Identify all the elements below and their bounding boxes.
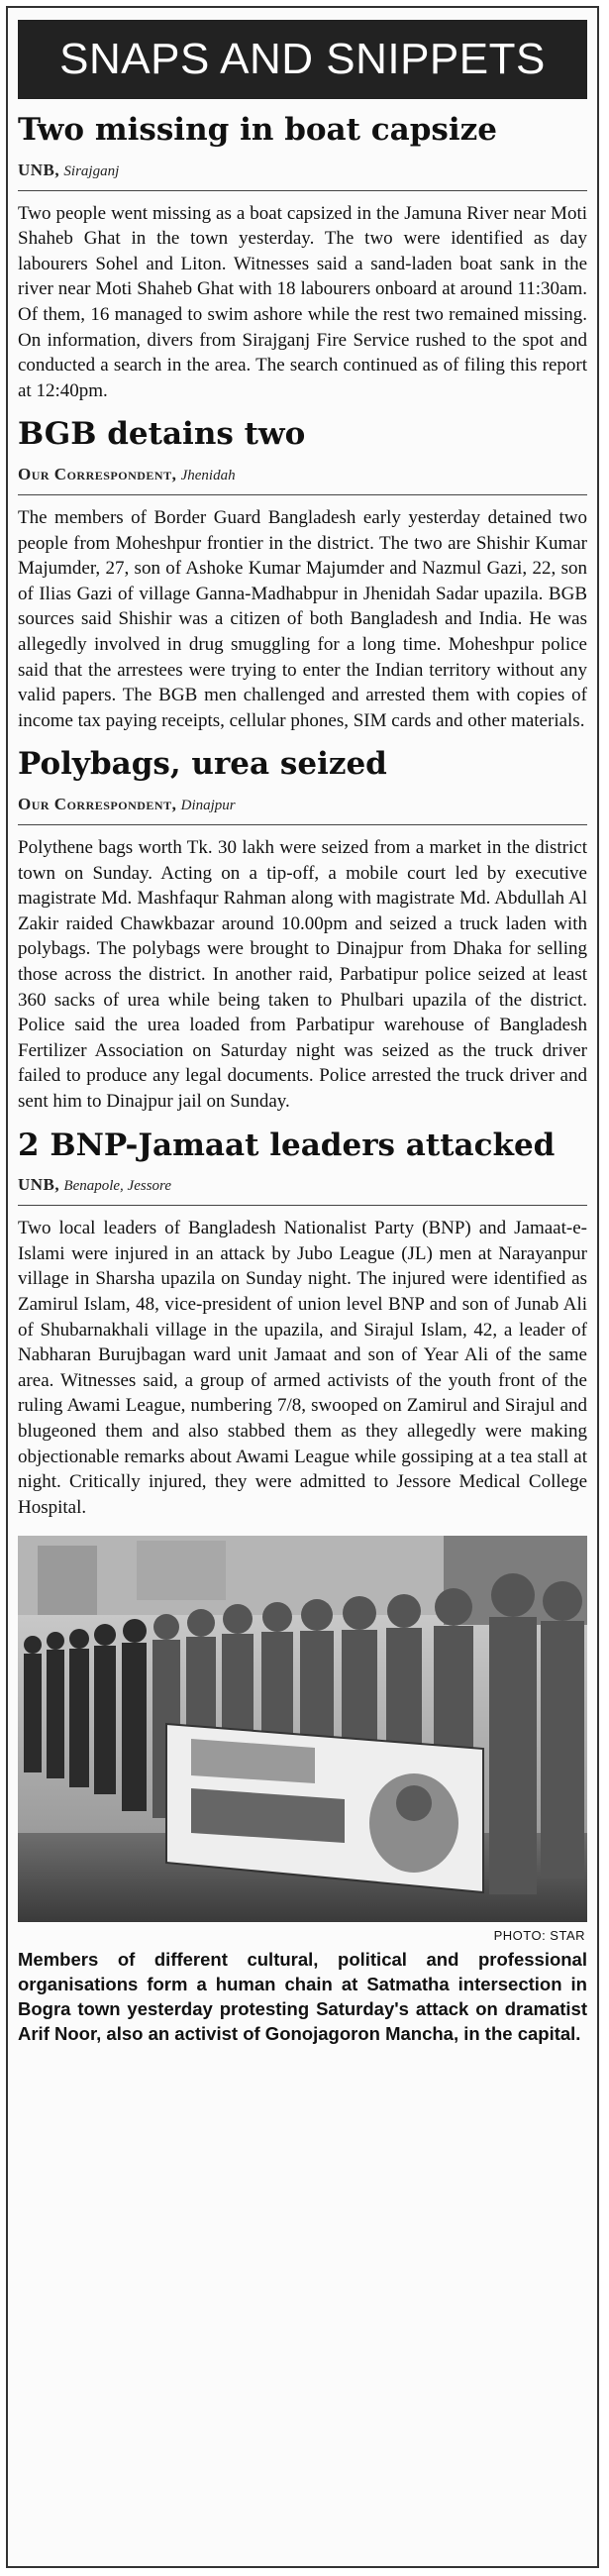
byline-agency: Our Correspondent, [18,465,177,484]
divider [18,1205,587,1206]
story-body: The members of Border Guard Bangladesh early yesterday detained two people from Moheshpur frontier in the district. The two are Shishir Kumar Majumder, 27, son of Ashoke Kumar Majumder and Nazmul Gazi, 22, son of Ilias Gazi of village Ganna-Madhabpur in Jhenidah Sadar upazila. BGB sources said Shishir was a citizen of both Bangladesh and India. He was allegedly involved in drug smuggling for a long time. Moheshpur police said that the arrestees were trying to enter the Indian territory without any valid papers. The BGB men challenged and arrested them with copies of income tax paying receipts, cellular phones, SIM cards and other materials. [18,507,587,731]
story-byline [18,161,587,180]
photo-credit: PHOTO: STAR [493,1928,585,1944]
story-polybags-urea [18,747,587,1114]
story-headline: BGB detains two [18,416,306,453]
story-headline: Polybags, urea seized [18,746,387,783]
byline-agency: Our Correspondent, [18,795,177,814]
byline-agency: UNB, [18,160,60,179]
divider [18,190,587,191]
story-byline [18,795,587,814]
news-photo-block [18,1536,587,2046]
byline-place: Benapole, Jessore [63,1178,171,1195]
story-headline: Two missing in boat capsize [18,112,497,148]
divider [18,494,587,495]
story-headline: 2 BNP-Jamaat leaders attacked [18,1127,556,1163]
human-chain-photo [18,1536,587,1922]
story-body: Polythene bags worth Tk. 30 lakh were seized from a market in the district town on Sunday. Acting on a tip-off, a mobile court led by executive magistrate Md. Mashfaqur Rahman along with magistrate Md. Abdullah Al Zakir raided Chawkbazar around 10.00pm and seized a truck laden with polybags. The polybags were brought to Dinajpur from Dhaka for selling those across the district. In another raid, Parbatipur police seized at least 360 sacks of urea while being taken to Phulbari upazila of the district. Police said the urea loaded from Parbatipur warehouse of Bangladesh Fertilizer Association on Saturday night was seized as the truck driver failed to produce any legal documents. Police arrested the truck driver and sent him to Dinajpur jail on Sunday. [18,837,587,1112]
byline-agency: UNB, [18,1175,60,1195]
byline-place: Sirajganj [63,162,120,179]
photo-caption: Members of different cultural, political and professional organisations form a human chain at Satmatha intersection in Bogra town yesterday protesting Saturday's attack on dramatist Arif Noor, also an activist of Gonojagoron Mancha, in the capital. [18,1949,587,2045]
story-byline [18,465,587,484]
divider [18,824,587,825]
story-bgb-detains [18,417,587,733]
story-boat-capsize [18,113,587,403]
story-body: Two local leaders of Bangladesh Nationalist Party (BNP) and Jamaat-e-Islami were injured in an attack by Jubo League (JL) men at Narayanpur village in Sharsha upazila on Sunday night. The injured were identified as Zamirul Islam, 48, vice-president of union level BNP and son of Junab Ali of Shubarnakhali village in the upazila, and Sirajul Islam, 42, a leader of Nabharan Burujbagan ward unit Jamaat and son of Year Ali of the same area. Witnesses said, a group of armed activists of the youth front of the ruling Awami League, numbering 7/8, swooped on Zamirul and Sirajul and blugeoned them and also stabbed them as they allegedly were making objectionable remarks about Awami League while gossiping at a tea stall at night. Critically injured, they were admitted to Jessore Medical College Hospital. [18,1218,587,1518]
story-body: Two people went missing as a boat capsized in the Jamuna River near Moti Shaheb Ghat in the town yesterday. The two were identified as day labourers Sohel and Liton. Witnesses said a sand-laden boat sank in the river near Moti Shaheb Ghat with 18 labourers onboard at around 11:30am. Of them, 16 managed to swim ashore while the rest two remained missing. On information, divers from Sirajganj Fire Service rushed to the spot and conducted a search in the area. The search continued as of filing this report at 12:40pm. [18,202,587,401]
story-bnp-jamaat-attacked [18,1128,587,1521]
stories-column [8,113,597,2046]
story-byline [18,1175,587,1195]
newspaper-page [6,6,599,2568]
section-masthead: SNAPS AND SNIPPETS [18,20,587,99]
byline-place: Jhenidah [180,468,236,484]
byline-place: Dinajpur [180,798,236,814]
